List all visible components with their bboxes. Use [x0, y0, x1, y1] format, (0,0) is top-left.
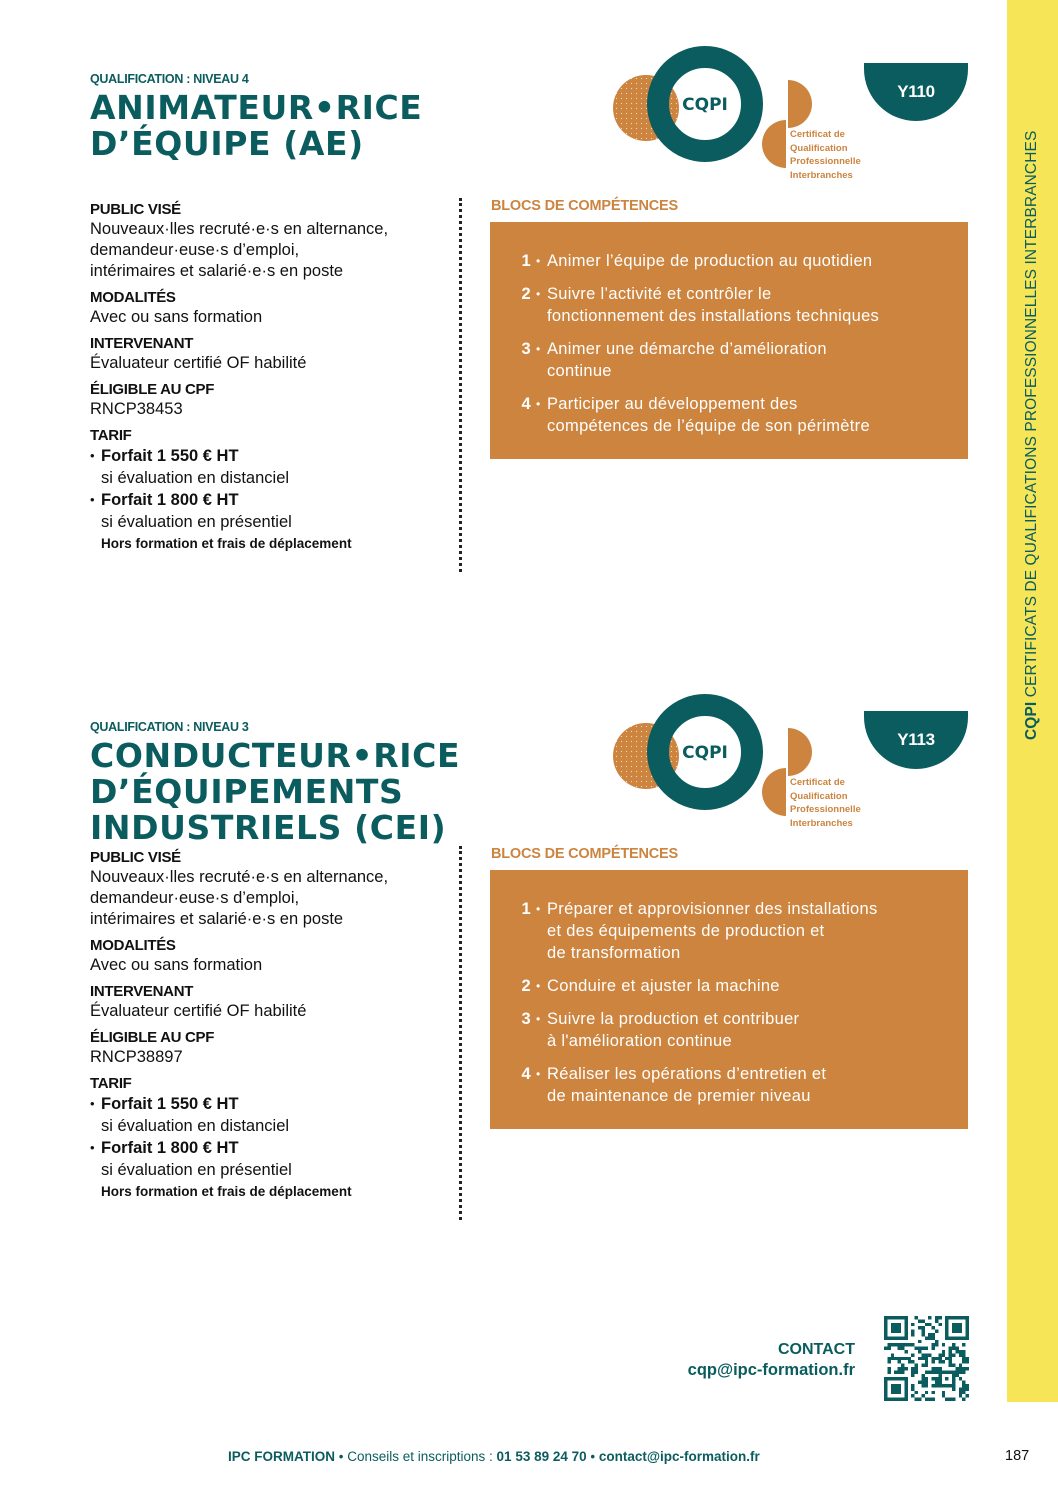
cpf-group: [90, 1028, 445, 1068]
text-line: ANIMATEUR•RICE: [90, 88, 423, 127]
blocs-title: BLOCS DE COMPÉTENCES: [491, 198, 678, 214]
competence-bloc: [490, 393, 968, 437]
modalites-value: Avec ou sans formation: [90, 956, 263, 974]
text-line: demandeur·euse·s d’emploi,: [90, 889, 300, 907]
competence-bloc: [490, 898, 968, 964]
text-line: D’ÉQUIPEMENTS: [90, 772, 404, 811]
dotted-separator: [459, 198, 462, 572]
modalites-group: [90, 288, 445, 328]
side-description: CERTIFICATS DE QUALIFICATIONS PROFESSIONNELLES INTERBRANCHES: [1023, 130, 1040, 698]
competence-bloc: [490, 1008, 968, 1052]
info-column: [90, 848, 445, 1209]
public-value: [90, 219, 445, 282]
text-line: Professionnelle: [790, 156, 861, 167]
text-line: demandeur·euse·s d’emploi,: [90, 241, 300, 259]
tarif-note: Hors formation et frais de déplacement: [101, 1184, 352, 1199]
competence-bloc: [490, 975, 968, 997]
logo-half-disc-top: [788, 80, 812, 128]
bullet-icon: •: [90, 448, 95, 463]
tarif-group: [90, 1074, 445, 1203]
blocs-box: [490, 870, 968, 1129]
bloc-text: Suivre l’activité et contrôler le fonctionnement des installations techniques: [547, 285, 880, 325]
bloc-number: 2: [521, 285, 531, 303]
info-column: [90, 200, 445, 561]
footer-sep: •: [335, 1449, 348, 1464]
side-band-text: [1023, 131, 1041, 740]
tarif-price: • Forfait 1 800 € HT: [90, 491, 239, 509]
bloc-text: Suivre la production et contribuer à l'amélioration continue: [547, 1010, 800, 1050]
competence-bloc: [490, 338, 968, 382]
tarif-label: TARIF: [90, 1075, 132, 1092]
qualification-title: [90, 738, 460, 846]
bullet-icon: •: [536, 902, 541, 916]
bullet-icon: •: [90, 1140, 95, 1155]
text-line: CONDUCTEUR•RICE: [90, 736, 461, 775]
tarif-group: [90, 426, 445, 555]
logo-caption: [790, 128, 861, 182]
tarif-condition: si évaluation en distanciel: [101, 1117, 290, 1135]
modalites-group: [90, 936, 445, 976]
competence-bloc: [490, 1063, 968, 1107]
bloc-text: Réaliser les opérations d’entretien et de maintenance de premier niveau: [547, 1065, 827, 1105]
dotted-separator: [459, 846, 462, 1220]
tarif-condition: si évaluation en présentiel: [101, 1161, 292, 1179]
public-value: [90, 867, 445, 930]
intervenant-label: INTERVENANT: [90, 983, 194, 1000]
bullet-icon: •: [536, 254, 541, 268]
qr-code-icon[interactable]: [884, 1316, 969, 1401]
intervenant-label: INTERVENANT: [90, 335, 194, 352]
tarif-list: [90, 1093, 445, 1181]
cpf-value: RNCP38453: [90, 400, 183, 418]
code-badge: Y110: [864, 63, 968, 121]
side-brand: CQPI: [1023, 701, 1040, 740]
cpf-label: ÉLIGIBLE AU CPF: [90, 381, 215, 398]
bullet-icon: •: [536, 1067, 541, 1081]
bloc-number: 1: [521, 900, 531, 918]
modalites-label: MODALITÉS: [90, 289, 176, 306]
competence-bloc: [490, 250, 968, 272]
bloc-number: 1: [521, 252, 531, 270]
text-line: Professionnelle: [790, 804, 861, 815]
bloc-number: 3: [521, 1010, 531, 1028]
text-line: INDUSTRIELS (CEI): [90, 808, 447, 847]
cpf-value: RNCP38897: [90, 1048, 183, 1066]
cpf-group: [90, 380, 445, 420]
tarif-label: TARIF: [90, 427, 132, 444]
public-label: PUBLIC VISÉ: [90, 849, 181, 866]
text-line: Qualification: [790, 790, 848, 802]
code-badge: Y113: [864, 711, 968, 769]
bloc-text: Participer au développement des compétences de l’équipe de son périmètre: [547, 395, 870, 435]
text-line: Nouveaux·lles recruté·e·s en alternance,: [90, 868, 389, 886]
blocs-title: BLOCS DE COMPÉTENCES: [491, 846, 678, 862]
tarif-list: [90, 445, 445, 533]
bloc-text: Conduire et ajuster la machine: [547, 977, 780, 995]
public-group: [90, 200, 445, 282]
bloc-number: 4: [521, 395, 531, 413]
footer-brand: IPC FORMATION: [228, 1449, 335, 1464]
qualification-level: QUALIFICATION : NIVEAU 4: [90, 72, 249, 86]
text-line: Interbranches: [790, 817, 853, 829]
footer-phone[interactable]: 01 53 89 24 70: [496, 1449, 587, 1464]
qualification-title: [90, 90, 422, 162]
text-line: intérimaires et salarié·e·s en poste: [90, 910, 344, 928]
logo-half-disc-bottom: [762, 120, 786, 168]
text-line: Certificat de: [790, 777, 845, 788]
bullet-icon: •: [536, 287, 541, 301]
bullet-icon: •: [90, 492, 95, 507]
text-line: Certificat de: [790, 129, 845, 140]
text-line: Qualification: [790, 142, 848, 154]
bullet-icon: •: [536, 342, 541, 356]
footer-sep: •: [586, 1449, 599, 1464]
tarif-price: • Forfait 1 550 € HT: [90, 1095, 239, 1113]
bullet-icon: •: [536, 1012, 541, 1026]
intervenant-group: [90, 982, 445, 1022]
modalites-value: Avec ou sans formation: [90, 308, 263, 326]
logo-half-disc-bottom: [762, 768, 786, 816]
contact-label: CONTACT: [777, 1341, 855, 1358]
intervenant-value: Évaluateur certifié OF habilité: [90, 1002, 307, 1020]
blocs-box: [490, 222, 968, 459]
text-line: Interbranches: [790, 169, 853, 181]
footer: [228, 1449, 760, 1464]
text-line: Nouveaux·lles recruté·e·s en alternance,: [90, 220, 389, 238]
logo-caption: [790, 776, 861, 830]
page-number: 187: [1005, 1448, 1030, 1464]
logo-half-disc-top: [788, 728, 812, 776]
tarif-condition: si évaluation en présentiel: [101, 513, 292, 531]
tarif-price: • Forfait 1 550 € HT: [90, 447, 239, 465]
tarif-note: Hors formation et frais de déplacement: [101, 536, 352, 551]
bloc-text: Animer une démarche d’amélioration continue: [547, 340, 827, 380]
modalites-label: MODALITÉS: [90, 937, 176, 954]
logo-mark-text: CQPI: [682, 95, 728, 115]
logo-mark-text: CQPI: [682, 743, 728, 763]
bloc-number: 2: [521, 977, 531, 995]
intervenant-value: Évaluateur certifié OF habilité: [90, 354, 307, 372]
competence-bloc: [490, 283, 968, 327]
footer-text: Conseils et inscriptions :: [347, 1449, 497, 1464]
text-line: D’ÉQUIPE (AE): [90, 124, 364, 163]
public-group: [90, 848, 445, 930]
bullet-icon: •: [536, 397, 541, 411]
bullet-icon: •: [90, 1096, 95, 1111]
qualification-level: QUALIFICATION : NIVEAU 3: [90, 720, 249, 734]
bloc-text: Préparer et approvisionner des installations et des équipements de production et de transformation: [547, 900, 878, 962]
footer-email[interactable]: contact@ipc-formation.fr: [598, 1449, 760, 1464]
text-line: intérimaires et salarié·e·s en poste: [90, 262, 344, 280]
public-label: PUBLIC VISÉ: [90, 201, 181, 218]
contact-block: [688, 1340, 855, 1381]
tarif-condition: si évaluation en distanciel: [101, 469, 290, 487]
bloc-text: Animer l’équipe de production au quotidien: [547, 252, 873, 270]
contact-email[interactable]: cqp@ipc-formation.fr: [687, 1361, 855, 1379]
tarif-price: • Forfait 1 800 € HT: [90, 1139, 239, 1157]
bloc-number: 3: [521, 340, 531, 358]
bullet-icon: •: [536, 979, 541, 993]
bloc-number: 4: [521, 1065, 531, 1083]
cpf-label: ÉLIGIBLE AU CPF: [90, 1029, 215, 1046]
intervenant-group: [90, 334, 445, 374]
